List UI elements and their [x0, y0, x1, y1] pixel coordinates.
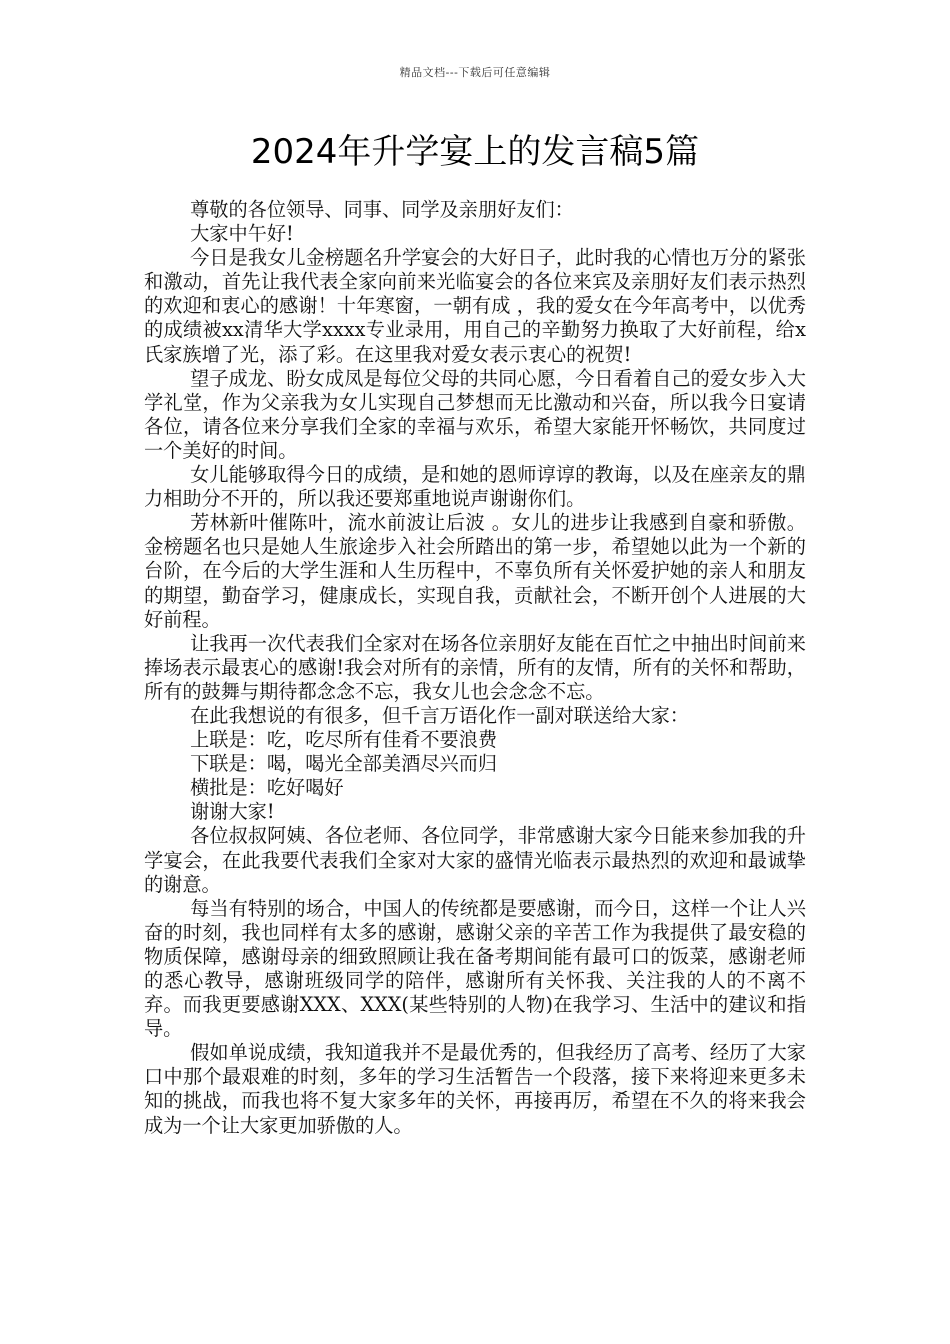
paragraph: 芳林新叶催陈叶，流水前波让后波 。女儿的进步让我感到自豪和骄傲。金榜题名也只是她人生旅途步入社会所踏出的第一步，希望她以此为一个新的台阶，在今后的大学生涯和人生历程中，不辜负所有关怀爱护她的亲人和朋友的期望，勤奋学习，健康成长，实现自我，贡献社会，不断开创个人进展的大好前程。 [144, 511, 806, 631]
paragraph: 女儿能够取得今日的成绩，是和她的恩师谆谆的教诲，以及在座亲友的鼎力相助分不开的，所以我还要郑重地说声谢谢你们。 [144, 463, 806, 511]
paragraph-thanks: 谢谢大家! [190, 800, 275, 824]
page-header-note: 精品文档---下载后可任意编辑 [399, 66, 551, 79]
paragraph: 今日是我女儿金榜题名升学宴会的大好日子，此时我的心情也万分的紧张和激动，首先让我代表全家向前来光临宴会的各位来宾及亲朋好友们表示热烈的欢迎和衷心的感谢！十年寒窗，一朝有成 ，我的爱女在今年高考中，以优秀的成绩被xx清华大学xxxx专业录用，用自己的辛勤努力换取了大好前程，给x氏家族增了光，添了彩。在这里我对爱女表示衷心的祝贺! [144, 246, 806, 366]
paragraph: 每当有特别的场合，中国人的传统都是要感谢，而今日，这样一个让人兴奋的时刻，我也同样有太多的感谢，感谢父亲的辛苦工作为我提供了最安稳的物质保障，感谢母亲的细致照顾让我在备考期间能有最可口的饭菜，感谢老师的悉心教导，感谢班级同学的陪伴，感谢所有关怀我、关注我的人的不离不弃。而我更要感谢XXX、XXX(某些特别的人物)在我学习、生活中的建议和指导。 [144, 896, 806, 1041]
couplet-horizontal-scroll: 横批是：吃好喝好 [190, 776, 344, 800]
document-title: 2024年升学宴上的发言稿5篇 [250, 132, 700, 172]
document-body [144, 198, 806, 1138]
paragraph: 在此我想说的有很多，但千言万语化作一副对联送给大家： [190, 703, 689, 727]
paragraph: 让我再一次代表我们全家对在场各位亲朋好友能在百忙之中抽出时间前来捧场表示最衷心的感谢!我会对所有的亲情，所有的友情，所有的关怀和帮助，所有的鼓舞与期待都念念不忘，我女儿也会念念不忘。 [144, 631, 806, 703]
paragraph: 假如单说成绩，我知道我并不是最优秀的，但我经历了高考、经历了大家口中那个最艰难的时刻，多年的学习生活暂告一个段落，接下来将迎来更多未知的挑战，而我也将不复大家多年的关怀，再接再厉，希望在不久的将来我会成为一个让大家更加骄傲的人。 [144, 1041, 806, 1137]
paragraph-salutation: 尊敬的各位领导、同事、同学及亲朋好友们： [190, 198, 574, 221]
couplet-lower-line: 下联是：喝，喝光全部美酒尽兴而归 [190, 752, 498, 776]
paragraph-greeting: 大家中午好! [190, 222, 294, 246]
paragraph: 望子成龙、盼女成凤是每位父母的共同心愿，今日看着自己的爱女步入大学礼堂，作为父亲我为女儿实现自己梦想而无比激动和兴奋，所以我今日宴请各位，请各位来分享我们全家的幸福与欢乐，希望大家能开怀畅饮，共同度过一个美好的时间。 [144, 366, 806, 462]
couplet-upper-line: 上联是：吃，吃尽所有佳肴不要浪费 [190, 728, 498, 752]
paragraph: 各位叔叔阿姨、各位老师、各位同学，非常感谢大家今日能来参加我的升学宴会，在此我要代表我们全家对大家的盛情光临表示最热烈的欢迎和最诚挚的谢意。 [144, 824, 806, 896]
